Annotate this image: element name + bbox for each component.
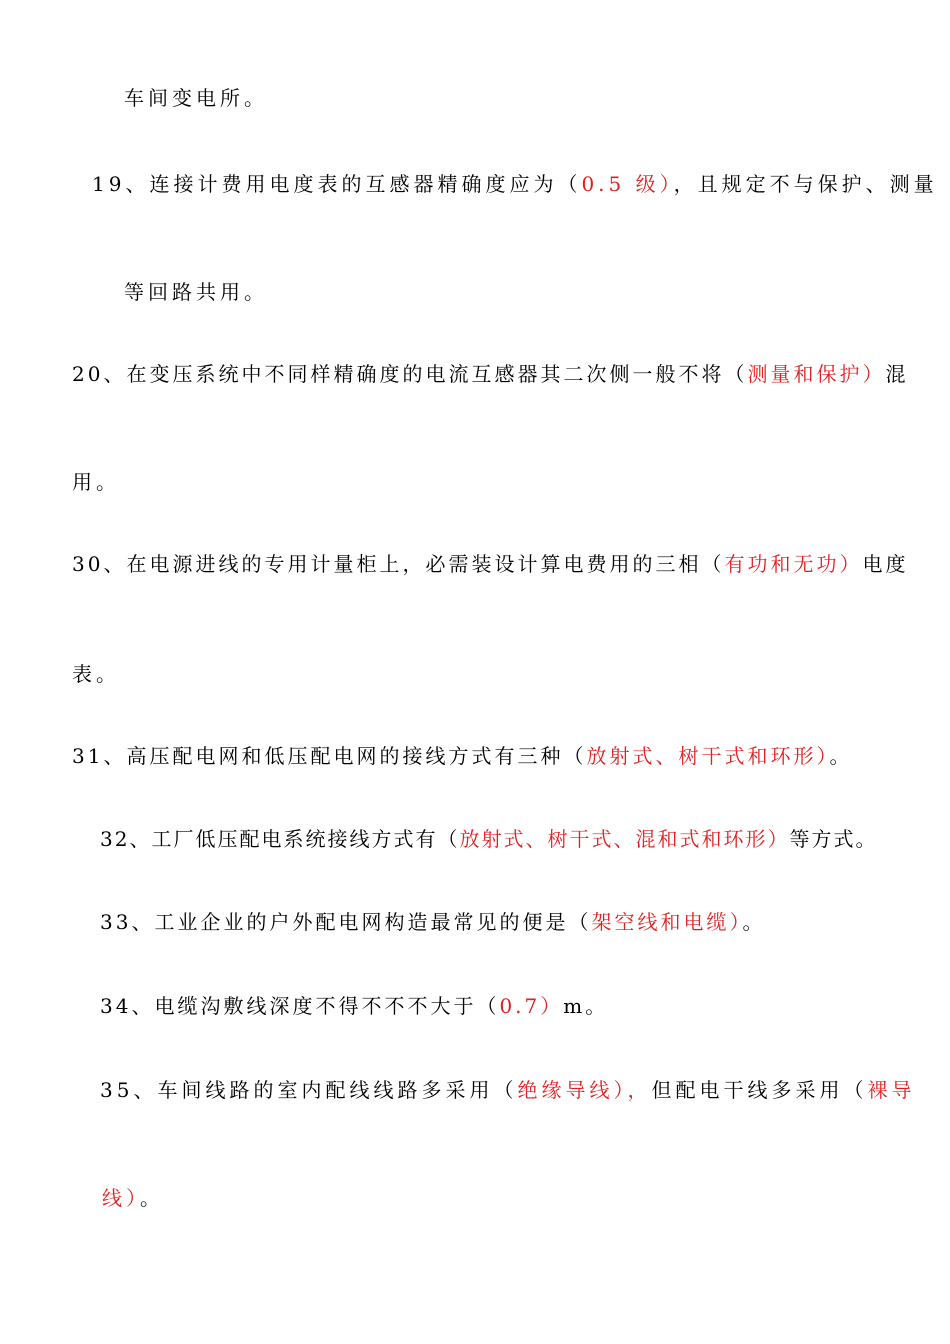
line-text: 电度 [862,552,909,576]
text-line-7 [72,660,120,688]
answer-text: 架空线和电缆） [591,910,743,934]
text-line-9 [100,825,877,853]
line-text: 19、连接计费用电度表的互感器精确度应为（ [92,172,582,196]
text-line-3 [124,278,268,306]
line-text: 但配电干线多采用（ [651,1078,868,1102]
text-line-4 [72,360,908,388]
line-text: 31、高压配电网和低压配电网的接线方式有三种（ [72,744,587,768]
answer-text: 0.7） [499,994,564,1018]
text-line-13 [102,1184,164,1212]
answer-text: 线） [102,1186,140,1210]
line-text: 表。 [72,662,120,686]
line-text: 混 [885,362,909,386]
line-text: 。 [742,910,766,934]
answer-text: 放射式、树干式、混和式和环形） [459,827,790,851]
answer-text: 放射式、树干式和环形） [586,744,830,768]
line-text: 30、在电源进线的专用计量柜上，必需装设计算电费用的三相（ [72,552,725,576]
text-line-2 [92,170,938,198]
line-text: 等回路共用。 [124,280,268,304]
line-text: 32、工厂低压配电系统接线方式有（ [100,827,460,851]
answer-text: 绝缘导线）， [517,1078,652,1102]
line-text: 等方式。 [789,827,878,851]
line-text: 20、在变压系统中不同样精确度的电流互感器其二次侧一般不将（ [72,362,748,386]
line-text: 用。 [72,470,120,494]
answer-text: 有功和无功） [724,552,863,576]
line-text: 35、车间线路的室内配线线路多采用（ [100,1078,518,1102]
text-line-10 [100,908,765,936]
line-text: 车间变电所。 [124,86,268,110]
text-line-1 [124,84,268,112]
answer-text: 0.5 级） [581,172,674,196]
text-line-8 [72,742,852,770]
text-line-11 [100,992,608,1020]
text-line-12 [100,1076,915,1104]
line-text: ，且规定不与保护、测量 [673,172,938,196]
text-line-6 [72,550,908,578]
answer-text: 测量和保护） [747,362,886,386]
answer-text: 裸导 [867,1078,916,1102]
line-text: 33、工业企业的户外配电网构造最常见的便是（ [100,910,592,934]
line-text: m。 [563,994,609,1018]
line-text: 。 [140,1186,164,1210]
text-line-5 [72,468,120,496]
line-text: 。 [829,744,853,768]
line-text: 34、电缆沟敷线深度不得不不不大于（ [100,994,500,1018]
